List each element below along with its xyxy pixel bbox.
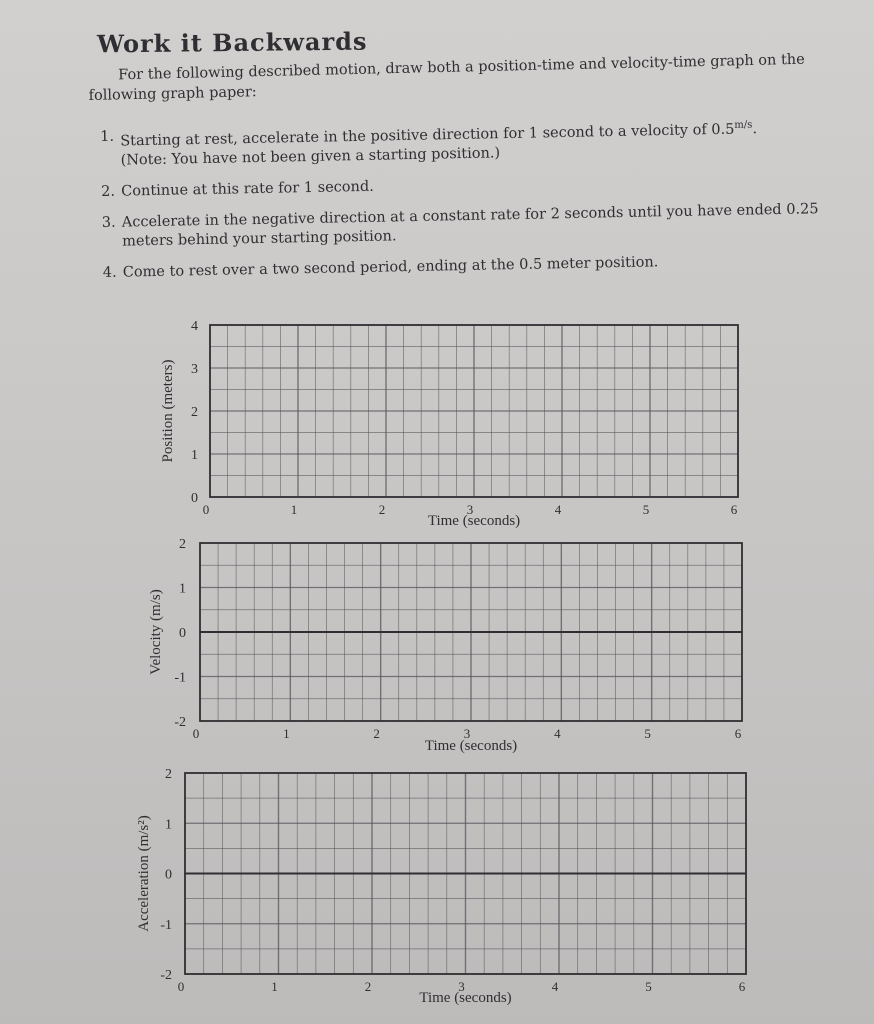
- y-axis-label: Acceleration (m/s²): [136, 815, 152, 932]
- step-number: 3.: [101, 214, 116, 231]
- y-axis-label: Velocity (m/s): [148, 589, 164, 675]
- x-tick-label: 3: [466, 502, 474, 517]
- x-tick-label: 0: [177, 979, 185, 994]
- x-tick-label: 0: [202, 502, 210, 517]
- y-tick-label: 0: [191, 491, 198, 506]
- y-tick-label: -1: [160, 917, 172, 933]
- x-axis-label: Time (seconds): [419, 990, 512, 1006]
- x-tick-label: 1: [283, 726, 290, 741]
- y-tick-label: 2: [179, 537, 186, 552]
- y-tick-label: 4: [191, 319, 198, 334]
- step-text: Starting at rest, accelerate in the positive direction for 1 second to a velocity of 0.5: [120, 121, 735, 150]
- step-trail: .: [752, 121, 758, 138]
- y-tick-label: 2: [191, 405, 198, 420]
- x-tick-label: 4: [554, 726, 561, 741]
- y-tick-label: 1: [179, 581, 186, 597]
- intro-text: For the following described motion, draw both a position-time and velocity-time graph on the following graph paper:: [88, 51, 805, 104]
- x-tick-label: 2: [364, 979, 372, 994]
- y-tick-label: 1: [191, 448, 198, 463]
- x-axis-label: Time (seconds): [424, 738, 518, 754]
- y-axis-label: Position (meters): [160, 359, 176, 463]
- y-tick-label: 2: [165, 767, 172, 782]
- y-tick-label: 0: [165, 867, 172, 883]
- x-tick-label: 5: [644, 726, 651, 741]
- step-note: (Note: You have not been given a starting position.): [120, 145, 501, 169]
- y-tick-label: -2: [160, 968, 172, 983]
- x-tick-label: 6: [738, 979, 746, 994]
- x-axis-label: Time (seconds): [427, 513, 521, 529]
- x-tick-label: 5: [645, 979, 652, 994]
- x-tick-label: 3: [463, 726, 471, 741]
- y-tick-label: 1: [165, 817, 172, 833]
- y-tick-label: -2: [174, 715, 186, 730]
- worksheet-title: Work it Backwards: [96, 26, 368, 59]
- x-tick-label: 1: [290, 502, 298, 517]
- x-tick-label: 2: [378, 502, 386, 517]
- x-tick-label: 6: [730, 502, 738, 517]
- x-tick-label: 5: [642, 502, 650, 517]
- x-tick-label: 3: [458, 979, 465, 994]
- y-tick-label: 0: [179, 626, 186, 641]
- y-tick-label: -1: [174, 670, 186, 686]
- step-text: Come to rest over a two second period, ending at the 0.5 meter position.: [122, 254, 659, 281]
- velocity-unit: m/s: [734, 119, 753, 131]
- x-tick-label: 2: [373, 726, 380, 741]
- x-tick-label: 4: [554, 502, 562, 517]
- step-number: 2.: [101, 183, 116, 200]
- x-tick-label: 1: [271, 979, 278, 994]
- step-number: 4.: [102, 264, 117, 281]
- step-text: Continue at this rate for 1 second.: [121, 178, 374, 200]
- y-tick-label: 3: [191, 362, 198, 377]
- step-text: Accelerate in the negative direction at a constant rate for 2 seconds until you have ended 0.25 meters behind your starting position.: [121, 201, 819, 250]
- x-tick-label: 0: [192, 726, 200, 741]
- x-tick-label: 6: [734, 726, 742, 741]
- x-tick-label: 4: [551, 979, 559, 994]
- step-number: 1.: [100, 128, 115, 145]
